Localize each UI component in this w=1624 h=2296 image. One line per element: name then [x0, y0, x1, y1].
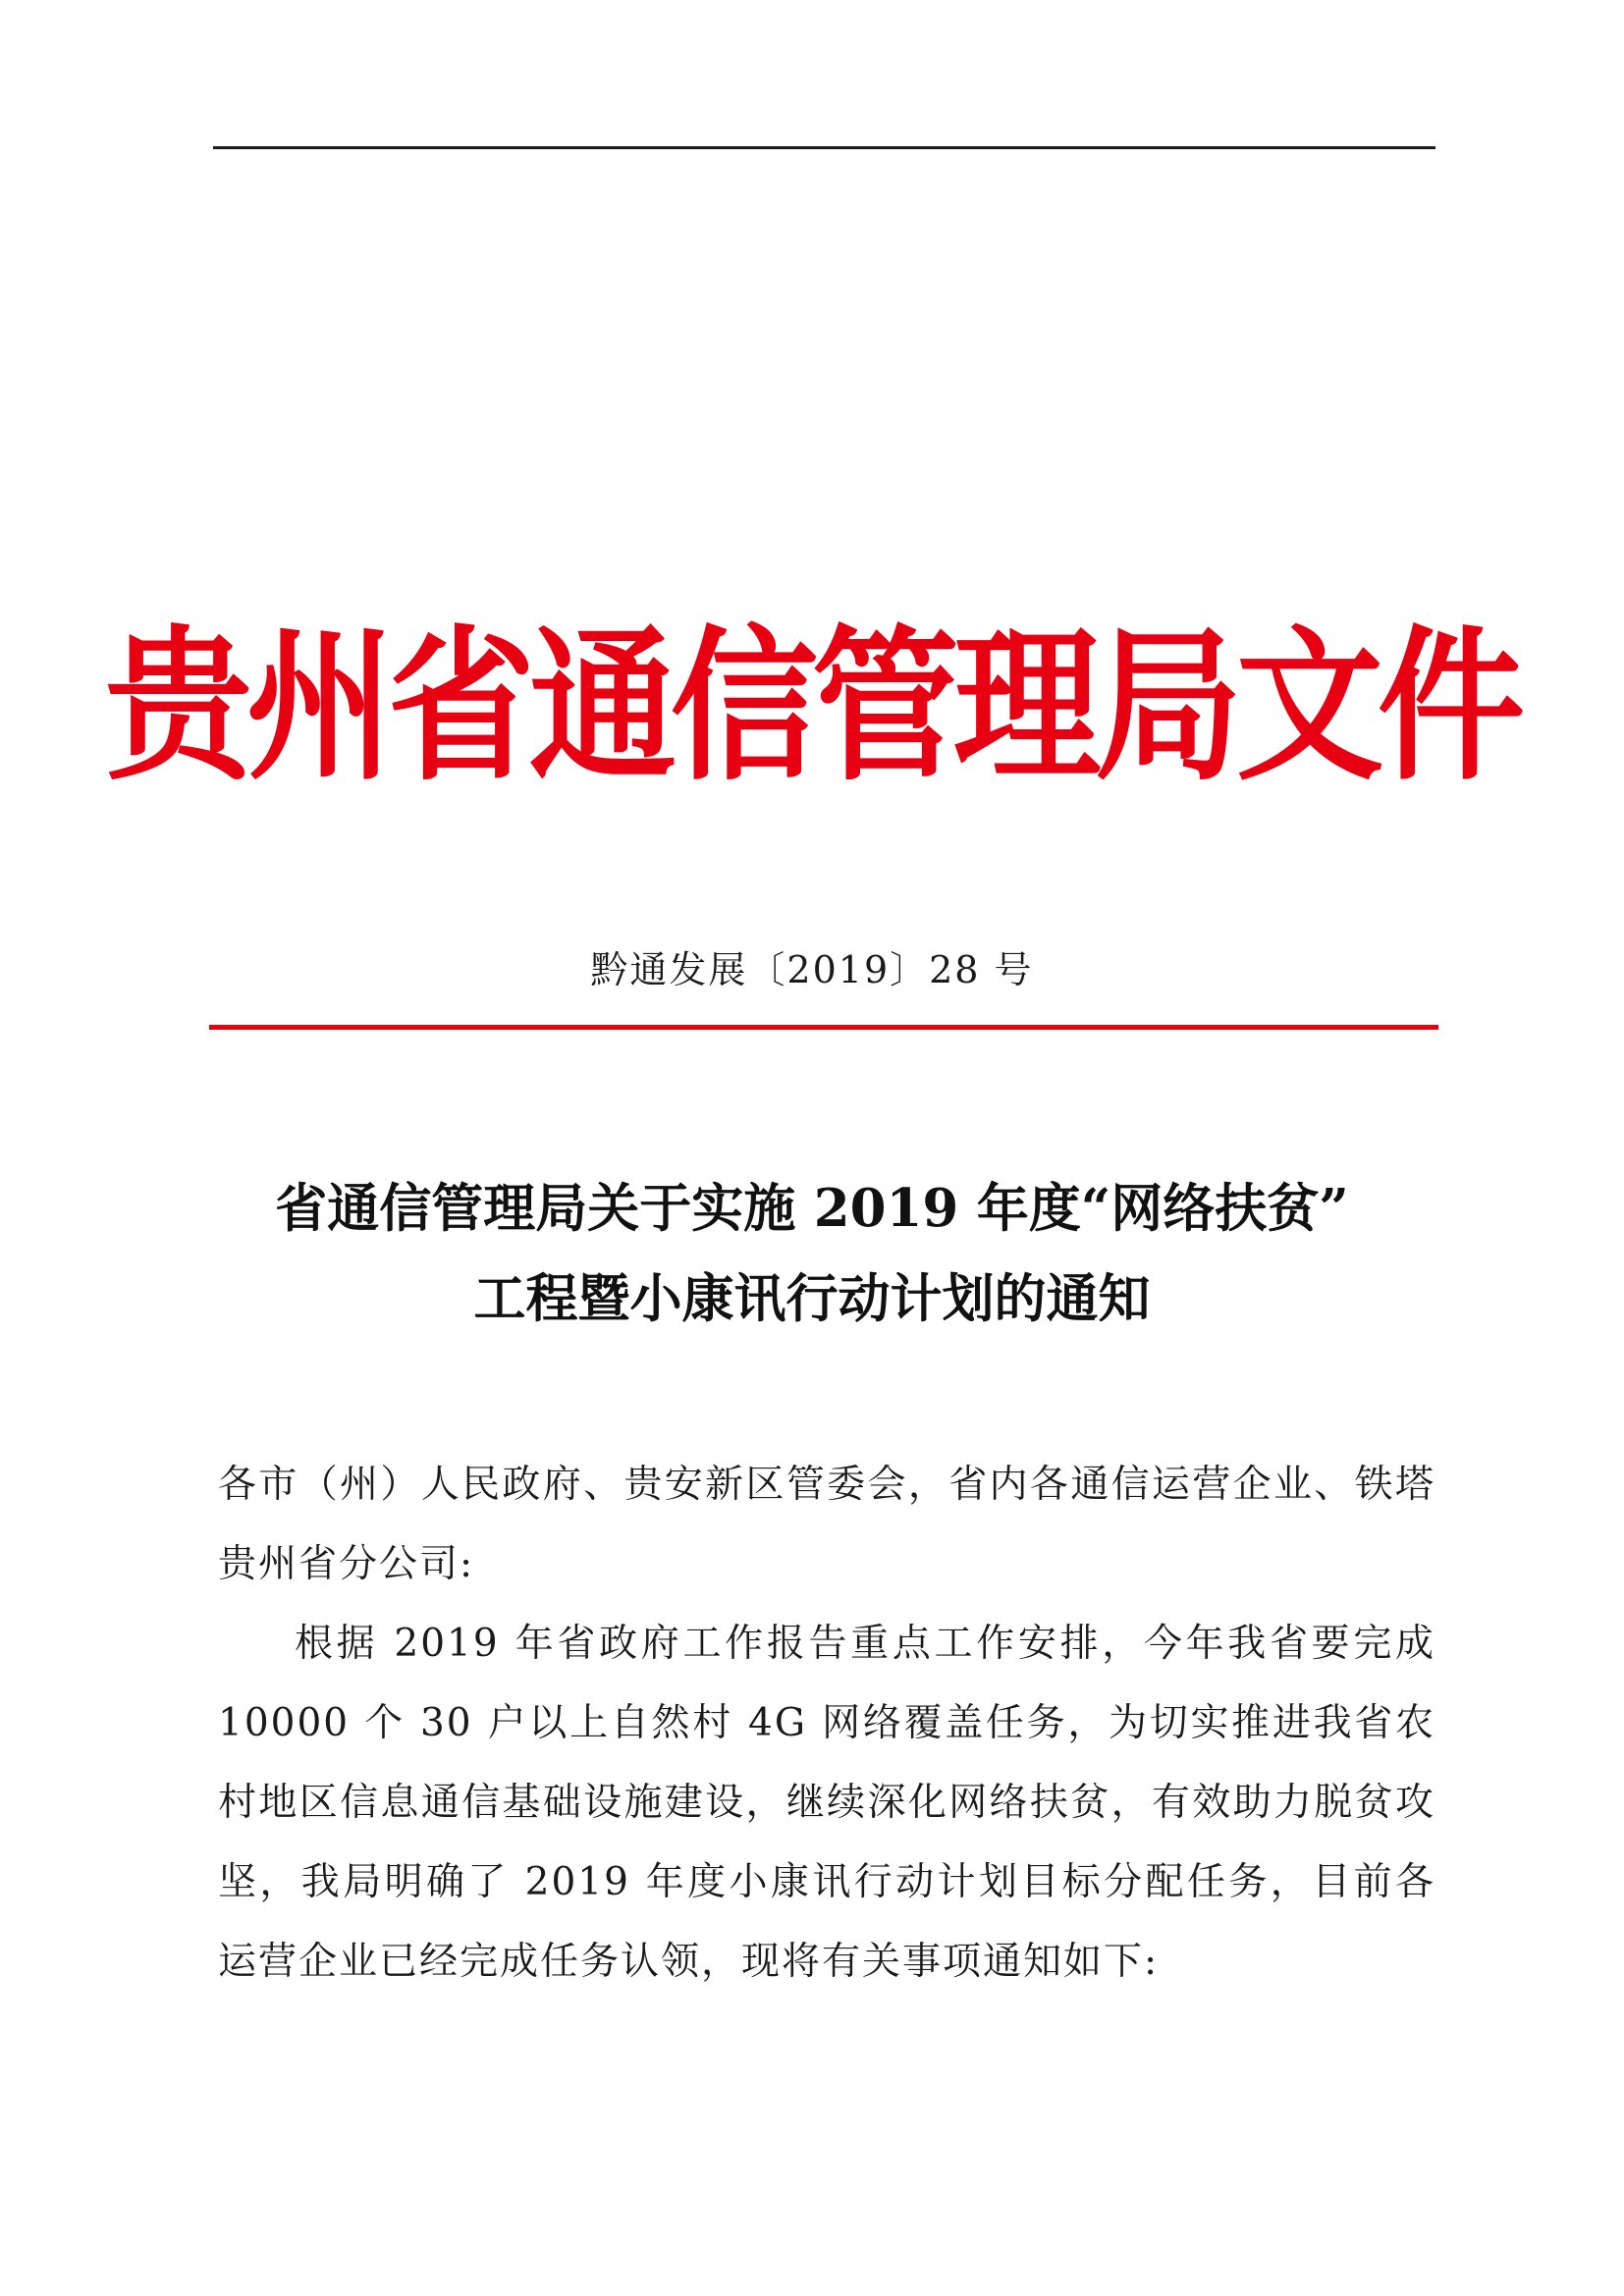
top-divider — [213, 146, 1435, 149]
document-title — [167, 1163, 1457, 1344]
body-paragraph: 根据 2019 年省政府工作报告重点工作安排，今年我省要完成 10000 个 30 户以上自然村 4G 网络覆盖任务，为切实推进我省农村地区信息通信基础设施建设，继续深化网络扶贫，有效助力脱贫攻坚，我局明确了 2019 年度小康讯行动计划目标分配任务，目前各运营企业已经完成任务认领，现将有关事项通知如下: — [218, 1622, 1435, 1984]
red-divider — [209, 1025, 1438, 1030]
document-masthead: 贵州省通信管理局文件 — [104, 612, 1519, 804]
title-line-1: 省通信管理局关于实施 2019 年度“网络扶贫” — [275, 1178, 1349, 1239]
salutation: 各市（州）人民政府、贵安新区管委会，省内各通信运营企业、铁塔贵州省分公司: — [218, 1463, 1435, 1586]
document-body — [218, 1445, 1435, 2002]
document-number: 黔通发展〔2019〕28 号 — [590, 948, 1034, 991]
title-line-2: 工程暨小康讯行动计划的通知 — [473, 1268, 1151, 1329]
